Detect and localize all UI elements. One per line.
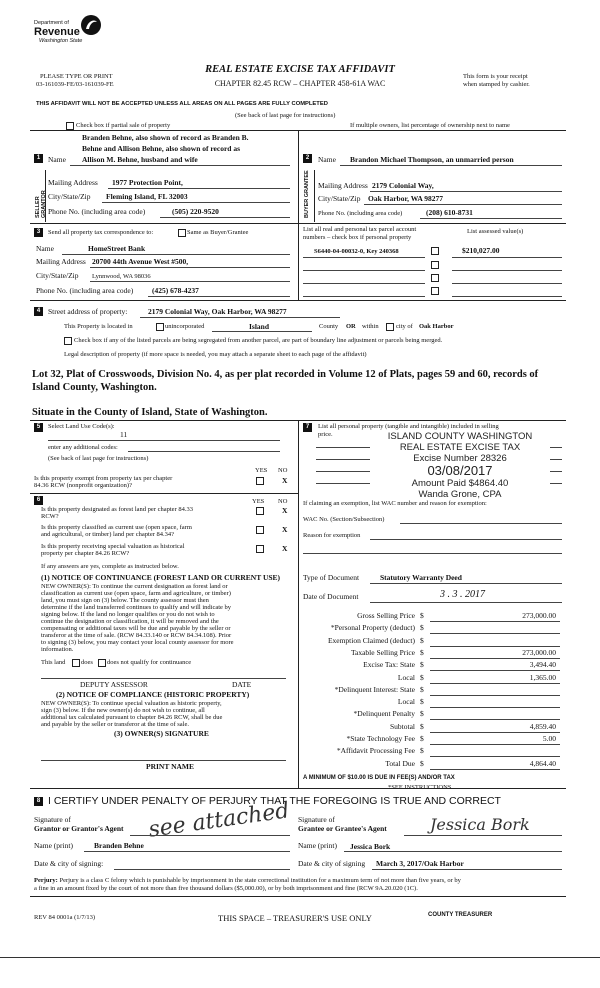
does-label: does xyxy=(81,659,93,666)
stamp-line-1: REAL ESTATE EXCISE TAX xyxy=(399,442,521,453)
located-label: This Property is located in xyxy=(64,323,133,330)
grantor-sig-label-1: Signature of xyxy=(34,815,71,824)
fee-row-line xyxy=(430,670,560,671)
corr-address-label: Mailing Address xyxy=(36,257,86,266)
fee-row-currency: $ xyxy=(420,647,424,657)
fee-row-value: 5.00 xyxy=(542,734,556,743)
s6-q2b: and agricultural, or timber) land per chapter 84.34? xyxy=(41,531,175,538)
additional-codes-label: enter any additional codes: xyxy=(48,444,118,451)
fee-row-label: *State Technology Fee xyxy=(346,734,415,743)
same-as-buyer-checkbox[interactable] xyxy=(178,229,186,237)
legal-label: Legal description of property (if more space is needed, you may attach a separate sheet to each page of the affidavit) xyxy=(64,351,367,358)
s6-q3-yes[interactable] xyxy=(256,545,264,553)
parcel-number: S6440-04-00032-0, Key 240368 xyxy=(314,248,399,255)
fee-row-value: 273,000.00 xyxy=(522,647,556,657)
partial-sale-checkbox[interactable] xyxy=(66,122,74,130)
grantor-date-label: Date & city of signing: xyxy=(34,859,104,868)
fee-row-currency: $ xyxy=(420,611,424,620)
s5-see-back: (See back of last page for instructions) xyxy=(48,455,149,462)
form-title: REAL ESTATE EXCISE TAX AFFIDAVIT xyxy=(205,64,395,75)
perjury-label: Perjury: xyxy=(34,877,58,884)
buyer-name-label: Name xyxy=(318,155,336,164)
fee-row-value: 4,859.40 xyxy=(529,721,556,731)
section-2-badge: 2 xyxy=(303,154,312,163)
notice1-line-4: signing below. If the land no longer qualifies or you do not wish to xyxy=(41,611,215,618)
fee-row-value: 4,864.40 xyxy=(529,758,556,768)
doc-date-label: Date of Document xyxy=(303,592,359,601)
unincorporated-label: unincorporated xyxy=(165,323,205,330)
personal-label-2: price. xyxy=(318,431,333,438)
dor-logo xyxy=(34,14,104,48)
notice1-line-7: transferor at the time of sale. (RCW 84.33.140 or RCW 84.34.108). Prior xyxy=(41,632,232,639)
s6-q2-yes[interactable] xyxy=(256,526,264,534)
does-not-label: does not qualify for continuance xyxy=(107,659,192,666)
seller-city-label: City/State/Zip xyxy=(48,192,91,201)
warning: THIS AFFIDAVIT WILL NOT BE ACCEPTED UNLESS ALL AREAS ON ALL PAGES ARE FULLY COMPLETED xyxy=(36,101,328,107)
treasurer-use: THIS SPACE – TREASURER'S USE ONLY xyxy=(218,913,372,923)
city-of-label: city of xyxy=(396,323,413,330)
notice1-line-6: compensating or additional taxes will be due and payable by the seller or xyxy=(41,625,231,632)
s6-q2a: Is this property classified as current use (open space, farm xyxy=(41,524,192,531)
receipt-note-1: This form is your receipt xyxy=(463,73,528,80)
grantee-sig-label-2: Grantee or Grantee's Agent xyxy=(298,824,387,833)
s6-q2-ans: X xyxy=(282,525,288,534)
fee-row-value: 3,494.40 xyxy=(529,660,556,670)
notice1-line-2: land, you must sign on (3) below. The county assessor must then xyxy=(41,597,209,604)
fee-row-currency: $ xyxy=(420,721,424,731)
fee-row-line xyxy=(430,744,560,745)
land-use-label: Select Land Use Code(s): xyxy=(48,423,115,430)
corr-phone: (425) 678-4237 xyxy=(152,286,199,295)
dor-logo-icon xyxy=(80,14,102,36)
parcels-header-2: numbers – check box if personal property xyxy=(303,234,412,241)
land-use-value: 11 xyxy=(120,430,128,439)
seller-address-label: Mailing Address xyxy=(48,178,98,187)
situate: Situate in the County of Island, State of Washington. xyxy=(32,407,268,418)
seller-phone: (505) 220-9520 xyxy=(172,207,219,216)
s6-q1-yes[interactable] xyxy=(256,507,264,515)
notice1-line-9: information. xyxy=(41,646,74,653)
county-label: County xyxy=(319,323,339,330)
or-label: OR xyxy=(346,323,356,330)
fee-row-label: Local xyxy=(397,672,415,682)
s6-yes: YES xyxy=(252,498,265,505)
exempt-yes-checkbox[interactable] xyxy=(256,477,264,485)
fee-row-line xyxy=(430,719,560,720)
street-label: Street address of property: xyxy=(48,307,128,316)
seller-name-2: Behne and Allison Behne, also shown of record as xyxy=(82,144,241,153)
grantor-sig-label-2: Grantor or Grantor's Agent xyxy=(34,824,124,833)
grantee-date: March 3, 2017/Oak Harbor xyxy=(376,859,464,868)
grantee-date-label: Date & city of signing xyxy=(298,859,366,868)
does-checkbox[interactable] xyxy=(72,659,80,667)
seller-name-label: Name xyxy=(48,155,66,164)
stamp-line-4: Amount Paid $4864.40 xyxy=(411,478,509,489)
section-8-badge: 8 xyxy=(34,797,43,806)
this-land-label: This land xyxy=(41,659,66,666)
partial-sale-label: Check box if partial sale of property xyxy=(76,122,171,129)
exempt-q2: 84.36 RCW (nonprofit organization)? xyxy=(34,482,132,489)
buyer-name: Brandon Michael Thompson, an unmarried person xyxy=(350,155,514,164)
seller-phone-label: Phone No. (including area code) xyxy=(48,207,146,216)
fee-row-currency: $ xyxy=(420,660,424,670)
corr-label: Send all property tax correspondence to: xyxy=(48,229,154,236)
notice2-title: (2) NOTICE OF COMPLIANCE (HISTORIC PROPERTY) xyxy=(56,690,250,699)
parcel-value: $210,027.00 xyxy=(462,246,500,255)
section-3-badge: 3 xyxy=(34,228,43,237)
fee-row-label: Subtotal xyxy=(389,721,415,731)
fee-row-label: Exemption Claimed (deduct) xyxy=(327,635,415,645)
exemption-label: If claiming an exemption, list WAC number and reason for exemption: xyxy=(303,500,487,507)
notice1-line-1: classification as current use (open space, farm and agriculture, or timber) xyxy=(41,590,231,597)
seller-name-3: Allison M. Behne, husband and wife xyxy=(82,155,198,164)
county-treasurer: COUNTY TREASURER xyxy=(428,912,493,918)
fee-row-currency: $ xyxy=(420,758,424,768)
fee-row-value: 1,365.00 xyxy=(529,672,556,682)
legal-description: Lot 32, Plat of Crosswoods, Division No. 4, as per plat recorded in Volume 12 of Plats, pages 59 and 60, records of Island County, Washington. xyxy=(32,369,539,393)
corr-city-label: City/State/Zip xyxy=(36,271,79,280)
s6-q1-ans: X xyxy=(282,506,288,515)
perjury-text xyxy=(34,877,564,892)
fee-row-line xyxy=(430,695,560,696)
notice1-line-5: continue the designation or classification, it will be removed and the xyxy=(41,618,219,625)
fee-row-label: *Delinquent Penalty xyxy=(353,709,415,719)
s6-q1b: RCW? xyxy=(41,513,59,520)
please-type: PLEASE TYPE OR PRINT xyxy=(40,73,113,80)
section-5-badge: 5 xyxy=(34,423,43,432)
personal-label-1: List all personal property (tangible and intangible) included in selling xyxy=(318,423,499,430)
segregated-checkbox[interactable] xyxy=(64,337,72,345)
buyer-phone-label: Phone No. (including area code) xyxy=(318,210,403,217)
section-6-badge: 6 xyxy=(34,496,43,505)
grantor-name: Branden Behne xyxy=(94,841,144,850)
deputy-assessor: DEPUTY ASSESSOR xyxy=(80,680,148,689)
fee-row-line xyxy=(430,769,560,770)
corr-name: HomeStreet Bank xyxy=(88,244,146,253)
buyer-city: Oak Harbor, WA 98277 xyxy=(368,194,444,203)
corr-city: Lynnwood, WA 98036 xyxy=(92,273,151,280)
stamp-line-5: Wanda Grone, CPA xyxy=(418,489,502,500)
notice1-title: (1) NOTICE OF CONTINUANCE (FOREST LAND OR CURRENT USE) xyxy=(41,573,281,582)
corr-phone-label: Phone No. (including area code) xyxy=(36,286,134,295)
fee-row-currency: $ xyxy=(420,672,424,682)
fee-row-currency: $ xyxy=(420,623,424,633)
fee-row-currency: $ xyxy=(420,734,424,743)
notice1-line-3: determine if the land transferred continues to qualify and will indicate by xyxy=(41,604,232,611)
buyer-address-label: Mailing Address xyxy=(318,181,368,190)
notice1-line-8: to signing (3) below, you may contact your local county assessor for more xyxy=(41,639,234,646)
same-as-buyer-label: Same as Buyer/Grantee xyxy=(187,229,249,236)
see-back: (See back of last page for instructions) xyxy=(235,112,336,119)
parcel-3-checkbox[interactable] xyxy=(431,274,439,282)
grantor-signature: see attached xyxy=(146,798,291,843)
reason-label: Reason for exemption xyxy=(303,532,361,539)
county-value: Island xyxy=(249,322,270,331)
fee-row-line xyxy=(430,756,560,757)
print-name-label: PRINT NAME xyxy=(146,762,194,771)
perjury-line-1: Perjury is a class C felony which is punishable by imprisonment in the state correctional institution for a maximum term of not more than five years, or by xyxy=(57,877,461,884)
fee-row-currency: $ xyxy=(420,684,424,694)
doc-type: Statutory Warranty Deed xyxy=(380,573,462,582)
s5-yes: YES xyxy=(255,467,268,474)
dept-state: Washington State xyxy=(39,38,83,44)
street-address: 2179 Colonial Way, Oak Harbor, WA 98277 xyxy=(148,307,287,316)
stamp-line-2: Excise Number 28326 xyxy=(413,453,507,464)
fee-row-label: *Delinquent Interest: State xyxy=(334,684,415,694)
deputy-date: DATE xyxy=(232,680,252,689)
minimum-due: A MINIMUM OF $10.00 IS DUE IN FEE(S) AND/OR TAX xyxy=(303,775,455,781)
city-checkbox[interactable] xyxy=(386,323,394,331)
fee-row-label: Taxable Selling Price xyxy=(350,647,415,657)
exempt-q1: Is this property exempt from property tax per chapter xyxy=(34,475,173,482)
fee-row-currency: $ xyxy=(420,697,424,707)
fee-row-label: Total Due xyxy=(385,758,415,768)
section-1-badge: 1 xyxy=(34,154,43,163)
buyer-city-label: City/State/Zip xyxy=(318,194,361,203)
grantee-sig-label-1: Signature of xyxy=(298,815,335,824)
fee-row-line xyxy=(430,646,560,647)
dept-revenue: Revenue xyxy=(34,26,80,38)
grantor-name-label: Name (print) xyxy=(34,841,73,850)
rev-number: REV 84 0001a (1/7/13) xyxy=(34,914,96,921)
notice2-line-1: sign (3) below. If the new owner(s) do not wish to continue, all xyxy=(41,707,205,714)
fee-row-line xyxy=(430,658,560,659)
within-label: within xyxy=(362,323,379,330)
multiple-owners: If multiple owners, list percentage of ownership next to name xyxy=(350,122,510,129)
fee-row-label: Excise Tax: State xyxy=(363,660,415,670)
buyer-phone: (208) 610-8731 xyxy=(426,208,473,217)
unincorporated-checkbox[interactable] xyxy=(156,323,164,331)
section-7-badge: 7 xyxy=(303,423,312,432)
receipt-note-2: when stamped by cashier. xyxy=(463,81,530,88)
form-numbers: 03-161039-FE/03-161039-FE xyxy=(36,81,114,88)
s6-if-any: If any answers are yes, complete as instructed below. xyxy=(41,563,179,570)
dept-of: Department of xyxy=(34,20,69,26)
fee-row-value: 273,000.00 xyxy=(522,611,556,620)
s6-q1a: Is this property designated as forest land per chapter 84.33 xyxy=(41,506,193,513)
perjury-line-2: a fine in an amount fixed by the court of not more than five thousand dollars ($5,000.00), or by both imprisonment and fine (RCW 9A.20.020 (1C). xyxy=(34,884,418,892)
s6-q3b: property per chapter 84.26 RCW? xyxy=(41,550,130,557)
fee-row-line xyxy=(430,633,560,634)
fee-row-line xyxy=(430,732,560,733)
owner-signature-label: (3) OWNER(S) SIGNATURE xyxy=(114,729,209,738)
fee-row-line xyxy=(430,621,560,622)
fee-row-line xyxy=(430,683,560,684)
s6-q3-ans: X xyxy=(282,544,288,553)
parcel-4-checkbox[interactable] xyxy=(431,287,439,295)
parcel-1-checkbox[interactable] xyxy=(431,247,439,255)
form-chapter: CHAPTER 82.45 RCW – CHAPTER 458-61A WAC xyxy=(214,79,386,88)
parcel-2-checkbox[interactable] xyxy=(431,261,439,269)
s6-no: NO xyxy=(278,498,288,505)
grantee-name-label: Name (print) xyxy=(298,841,337,850)
corr-name-label: Name xyxy=(36,244,54,253)
certify-statement: I CERTIFY UNDER PENALTY OF PERJURY THAT THE FOREGOING IS TRUE AND CORRECT xyxy=(48,795,501,807)
corr-address: 20700 44th Avenue West #500, xyxy=(92,257,189,266)
fee-row-label: Local xyxy=(397,697,415,707)
seller-address: 1977 Protection Point, xyxy=(112,178,183,187)
notice2-line-2: additional tax calculated pursuant to chapter 84.26 RCW, shall be due xyxy=(41,714,223,721)
seller-name-1: Branden Behne, also shown of record as Branden B. xyxy=(82,133,249,142)
seller-city: Fleming Island, FL 32003 xyxy=(106,192,188,201)
fee-row-line xyxy=(430,707,560,708)
city-value: Oak Harbor xyxy=(419,323,454,330)
stamp-line-0: ISLAND COUNTY WASHINGTON xyxy=(387,431,533,442)
section-4-badge: 4 xyxy=(34,307,43,316)
grantee-signature: Jessica Bork xyxy=(430,815,530,834)
fee-row-label: *Affidavit Processing Fee xyxy=(336,746,415,756)
doc-type-label: Type of Document xyxy=(303,573,360,582)
s6-q3a: Is this property receiving special valuation as historical xyxy=(41,543,185,550)
fee-row-label: Gross Selling Price xyxy=(357,611,415,620)
parcels-header-1: List all real and personal tax parcel account xyxy=(303,226,417,233)
seller-label: SELLER GRANTOR xyxy=(35,190,47,218)
treasurer-stamp xyxy=(370,431,550,500)
buyer-label: BUYER GRANTEE xyxy=(304,170,310,218)
buyer-address: 2179 Colonial Way, xyxy=(372,181,434,190)
fee-row-currency: $ xyxy=(420,746,424,756)
fee-row-currency: $ xyxy=(420,709,424,719)
notice1-line-0: NEW OWNER(S): To continue the current designation as forest land or xyxy=(41,583,228,590)
wac-label: WAC No. (Section/Subsection) xyxy=(303,516,385,523)
fee-row-currency: $ xyxy=(420,635,424,645)
fee-row-label: *Personal Property (deduct) xyxy=(330,623,415,633)
s5-no: NO xyxy=(278,467,288,474)
assessed-header: List assessed value(s) xyxy=(467,228,524,235)
segregated-label: Check box if any of the listed parcels are being segregated from another parcel, are part of boundary line adjustment or parcels being merged. xyxy=(74,337,443,344)
does-not-checkbox[interactable] xyxy=(98,659,106,667)
notice2-line-0: NEW OWNER(S): To continue special valuation as historic property, xyxy=(41,700,222,707)
grantee-name: Jessica Bork xyxy=(350,842,391,851)
notice2-line-3: and payable by the seller or transferor at the time of sale. xyxy=(41,721,189,728)
see-instructions: *SEE INSTRUCTIONS xyxy=(388,784,452,791)
doc-date: 3 . 3 . 2017 xyxy=(440,589,485,600)
exempt-answer: X xyxy=(282,476,288,485)
stamp-line-3: 03/08/2017 xyxy=(427,463,493,478)
